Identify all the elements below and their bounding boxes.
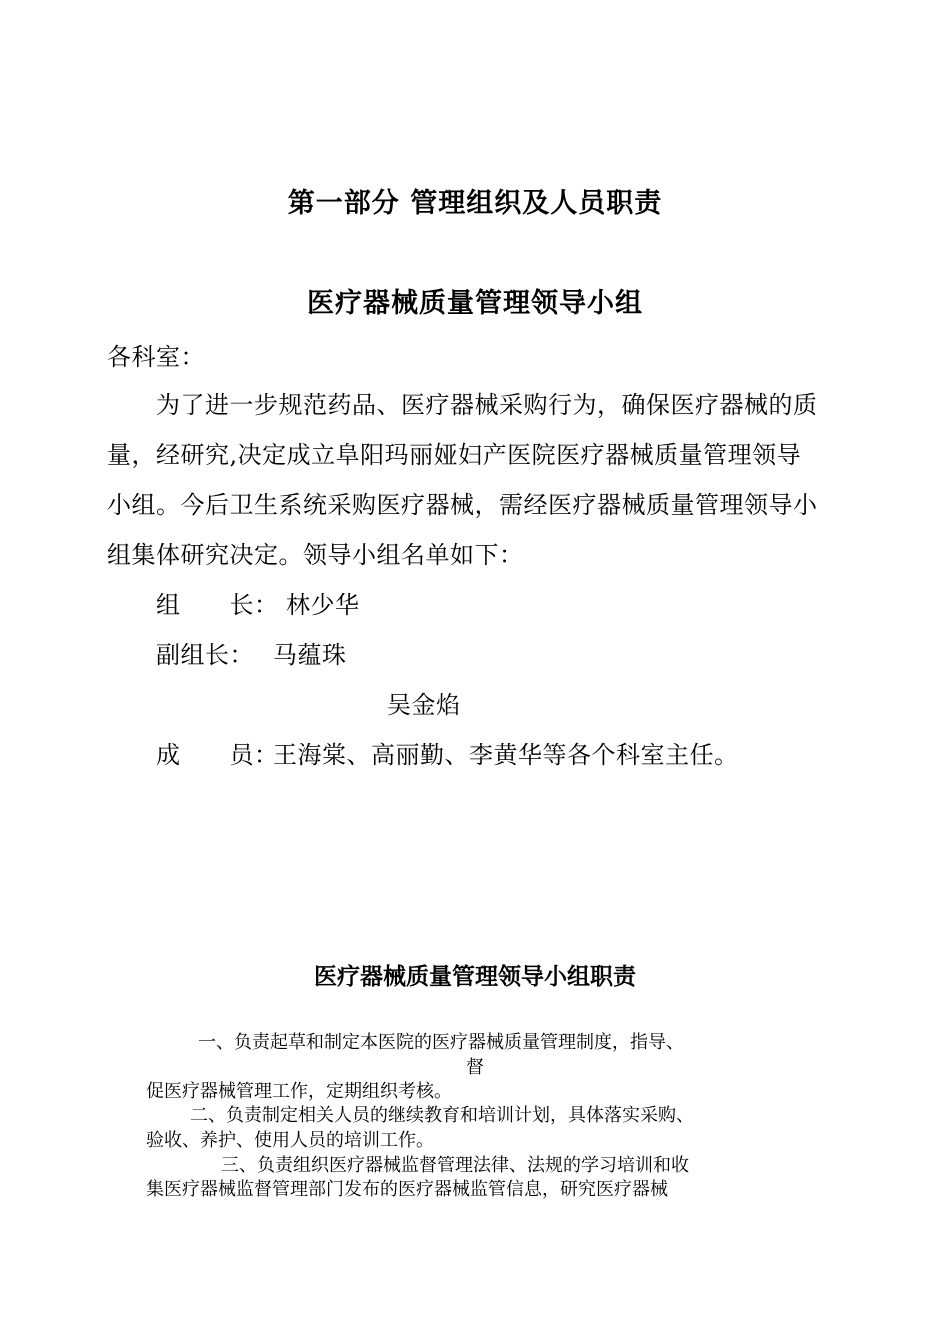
paragraph-line-2: 量，经研究,决定成立阜阳玛丽娅妇产医院医疗器械质量管理领导 bbox=[107, 441, 802, 469]
paragraph-line-3: 小组。今后卫生系统采购医疗器械，需经医疗器械质量管理领导小 bbox=[107, 491, 818, 519]
paragraph-line-1: 为了进一步规范药品、医疗器械采购行为，确保医疗器械的质 bbox=[156, 391, 818, 419]
group-title: 医疗器械质量管理领导小组 bbox=[307, 288, 643, 319]
duty-line-2: 督 bbox=[466, 1057, 484, 1078]
leader-label: 组 长： bbox=[156, 591, 279, 619]
paragraph-line-4: 组集体研究决定。领导小组名单如下： bbox=[107, 541, 524, 569]
duty-line-5: 验收、养护、使用人员的培训工作。 bbox=[146, 1130, 434, 1151]
duty-line-4: 二、负责制定相关人员的继续教育和培训计划，具体落实采购、 bbox=[190, 1105, 694, 1126]
deputy-label: 副组长： bbox=[156, 641, 254, 669]
duties-title: 医疗器械质量管理领导小组职责 bbox=[314, 963, 636, 990]
leader-name: 林少华 bbox=[286, 591, 360, 619]
duty-line-1: 一、负责起草和制定本医院的医疗器械质量管理制度，指导、 bbox=[198, 1032, 684, 1053]
duty-line-6: 三、负责组织医疗器械监督管理法律、法规的学习培训和收 bbox=[221, 1155, 689, 1176]
member-label: 成 员： bbox=[156, 741, 279, 769]
salutation: 各科室： bbox=[107, 343, 205, 371]
duty-line-3: 促医疗器械管理工作，定期组织考核。 bbox=[146, 1081, 452, 1102]
member-names: 王海棠、高丽勤、李黄华等各个科室主任。 bbox=[273, 741, 739, 769]
deputy-name-2: 吴金焰 bbox=[387, 691, 461, 719]
deputy-name-1: 马蕴珠 bbox=[273, 641, 347, 669]
part-title: 第一部分 管理组织及人员职责 bbox=[287, 188, 663, 219]
duty-line-7: 集医疗器械监督管理部门发布的医疗器械监管信息，研究医疗器械 bbox=[146, 1179, 668, 1200]
